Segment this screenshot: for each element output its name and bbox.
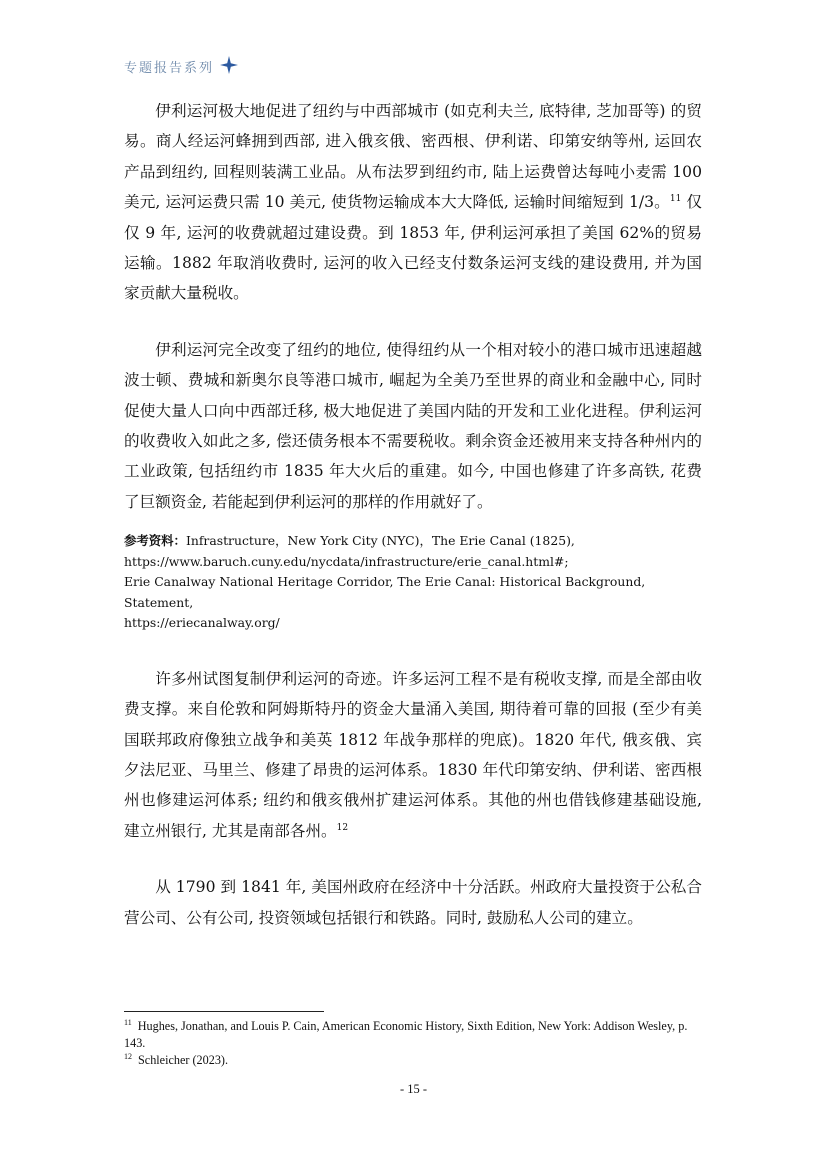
paragraph-3-text: 许多州试图复制伊利运河的奇迹。许多运河工程不是有税收支撑, 而是全部由收费支撑。来自伦敦和阿姆斯特丹的资金大量涌入美国, 期待着可靠的回报 (至少有美国联邦政府像独立战争和美英 1812 年战争那样的兜底)。1820 年代, 俄亥俄、宾夕法尼亚、马里兰、修建了昂贵的运河体系。1830 年代印第安纳、伊利诺、密西根州也修建运河体系; 纽约和俄亥俄州扩建运河体系。其他的州也借钱修建基础设施, 建立州银行, 尤其是南部各州。 <box>124 669 702 840</box>
reference-2-url[interactable]: https://eriecanalway.org/ <box>124 615 280 631</box>
paragraph-2: 伊利运河完全改变了纽约的地位, 使得纽约从一个相对较小的港口城市迅速超越波士顿、费城和新奥尔良等港口城市, 崛起为全美乃至世界的商业和金融中心, 同时促使大量人口向中西部迁移, 极大地促进了美国内陆的开发和工业化进程。伊利运河的收费收入如此之多, 偿还债务根本不需要税收。剩余资金还被用来支持各种州内的工业政策, 包括纽约市 1835 年大火后的重建。如今, 中国也修建了许多高铁, 花费了巨额资金, 若能起到伊利运河的那样的作用就好了。 <box>124 340 702 511</box>
reference-2-title: Erie Canalway National Heritage Corridor, The Erie Canal: Historical Background, Statement, <box>124 574 646 610</box>
footnote-number: 12 <box>124 1051 132 1061</box>
four-point-star-icon <box>220 56 238 74</box>
footnote-12 <box>124 1052 704 1069</box>
footnote-divider <box>124 1011 324 1012</box>
paragraph-1-tail: 仅仅 9 年, 运河的收费就超过建设费。到 1853 年, 伊利运河承担了美国 62%的贸易运输。1882 年取消收费时, 运河的收入已经支付数条运河支线的建设费用, 并为国家贡献大量税收。 <box>124 193 702 303</box>
reference-1-url[interactable]: https://www.baruch.cuny.edu/nycdata/infrastructure/erie_canal.html#; <box>124 553 569 569</box>
paragraph-1 <box>124 96 702 309</box>
footnote-ref-11[interactable]: 11 <box>669 194 682 205</box>
paragraph-1-text: 伊利运河极大地促进了纽约与中西部城市 (如克利夫兰, 底特律, 芝加哥等) 的贸易。商人经运河蜂拥到西部, 进入俄亥俄、密西根、伊利诺、印第安纳等州, 运回农产品到纽约, 回程则装满工业品。从布法罗到纽约市, 陆上运费曾达每吨小麦需 100 美元, 运河运费只需 10 美元, 使货物运输成本大大降低, 运输时间缩短到 1/3。 <box>124 102 702 212</box>
footnotes <box>124 1018 704 1069</box>
page-number: - 15 - <box>399 1082 428 1096</box>
footnote-11 <box>124 1018 704 1052</box>
paragraph-4: 从 1790 到 1841 年, 美国州政府在经济中十分活跃。州政府大量投资于公私合营公司、公有公司, 投资领域包括银行和铁路。同时, 鼓励私人公司的建立。 <box>124 878 702 927</box>
references-block <box>124 531 702 634</box>
main-content <box>124 96 702 933</box>
series-title: 专题报告系列 <box>124 61 215 76</box>
footnote-number: 11 <box>124 1017 132 1027</box>
page-header <box>124 57 238 76</box>
references-label: 参考资料： <box>124 533 186 549</box>
paragraph-3 <box>124 664 702 846</box>
footnote-ref-12[interactable]: 12 <box>336 822 349 833</box>
footnote-text: Schleicher (2023). <box>138 1053 229 1067</box>
reference-1-title: Infrastructure，New York City (NYC)，The Erie Canal (1825), <box>185 533 575 549</box>
footnote-text: Hughes, Jonathan, and Louis P. Cain, American Economic History, Sixth Edition, New York: Addison Wesley, p. 143. <box>124 1019 688 1050</box>
